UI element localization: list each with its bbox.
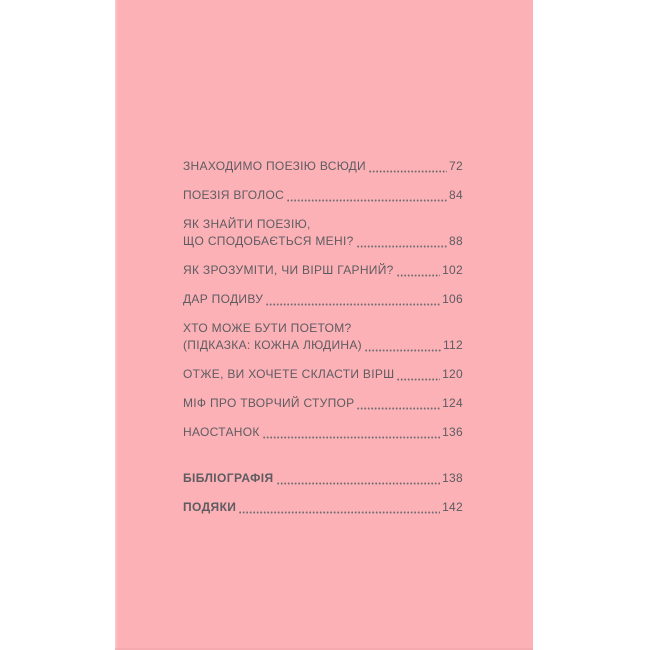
page-number: 138 bbox=[442, 471, 463, 485]
toc-row bbox=[183, 158, 463, 175]
dot-leader bbox=[369, 170, 447, 173]
dot-leader bbox=[397, 274, 440, 277]
toc-entry bbox=[183, 216, 463, 250]
toc-title: ХТО МОЖЕ БУТИ ПОЕТОМ? bbox=[183, 321, 352, 335]
toc-title: ДАР ПОДИВУ bbox=[183, 292, 264, 306]
page-number: 136 bbox=[442, 425, 463, 439]
toc-title: ПОДЯКИ bbox=[183, 500, 237, 514]
page-number: 72 bbox=[449, 159, 463, 173]
toc-row bbox=[183, 499, 463, 516]
toc-title: ПОЕЗІЯ ВГОЛОС bbox=[183, 188, 285, 202]
toc-title: ЩО СПОДОБАЄТЬСЯ МЕНІ? bbox=[183, 234, 354, 248]
toc-entry bbox=[183, 291, 463, 308]
toc-row bbox=[183, 262, 463, 279]
toc-row bbox=[183, 470, 463, 487]
page-number: 106 bbox=[442, 292, 463, 306]
toc-title: ЯК ЗРОЗУМІТИ, ЧИ ВІРШ ГАРНИЙ? bbox=[183, 263, 394, 277]
page-number: 142 bbox=[442, 500, 463, 514]
dot-leader bbox=[357, 245, 447, 248]
dot-leader bbox=[277, 482, 441, 485]
page-spine-highlight bbox=[115, 0, 118, 650]
toc-entry bbox=[183, 499, 463, 516]
page-number: 102 bbox=[442, 263, 463, 277]
toc-title: ЗНАХОДИМО ПОЕЗІЮ ВСЮДИ bbox=[183, 159, 366, 173]
page-number: 112 bbox=[442, 338, 463, 352]
toc-entry bbox=[183, 366, 463, 383]
page-number: 120 bbox=[442, 367, 463, 381]
toc-row bbox=[183, 291, 463, 308]
toc-entry bbox=[183, 470, 463, 487]
toc-entry bbox=[183, 424, 463, 441]
dot-leader bbox=[263, 436, 440, 439]
dot-leader bbox=[239, 511, 440, 514]
toc-entry bbox=[183, 395, 463, 412]
dot-leader bbox=[266, 303, 440, 306]
toc-title: ЯК ЗНАЙТИ ПОЕЗІЮ, bbox=[183, 217, 311, 231]
dot-leader bbox=[365, 349, 441, 352]
toc-title: (ПІДКАЗКА: КОЖНА ЛЮДИНА) bbox=[183, 338, 362, 352]
toc-row bbox=[183, 424, 463, 441]
toc-row bbox=[183, 233, 463, 250]
table-of-contents bbox=[183, 158, 463, 528]
toc-title: МІФ ПРО ТВОРЧИЙ СТУПОР bbox=[183, 396, 355, 410]
dot-leader bbox=[287, 199, 447, 202]
page-number: 84 bbox=[449, 188, 463, 202]
toc-row bbox=[183, 187, 463, 204]
toc-entry bbox=[183, 158, 463, 175]
toc-entry bbox=[183, 187, 463, 204]
toc-row bbox=[183, 366, 463, 383]
dot-leader bbox=[357, 407, 440, 410]
toc-title: НАОСТАНОК bbox=[183, 425, 260, 439]
toc-title: БІБЛІОГРАФІЯ bbox=[183, 471, 274, 485]
toc-entry bbox=[183, 262, 463, 279]
toc-entry bbox=[183, 320, 463, 354]
toc-row bbox=[183, 337, 463, 354]
toc-title: ОТЖЕ, ВИ ХОЧЕТЕ СКЛАСТИ ВІРШ bbox=[183, 367, 395, 381]
page-number: 88 bbox=[449, 234, 463, 248]
toc-row bbox=[183, 395, 463, 412]
page-number: 124 bbox=[442, 396, 463, 410]
dot-leader bbox=[397, 378, 440, 381]
book-page bbox=[115, 0, 533, 650]
